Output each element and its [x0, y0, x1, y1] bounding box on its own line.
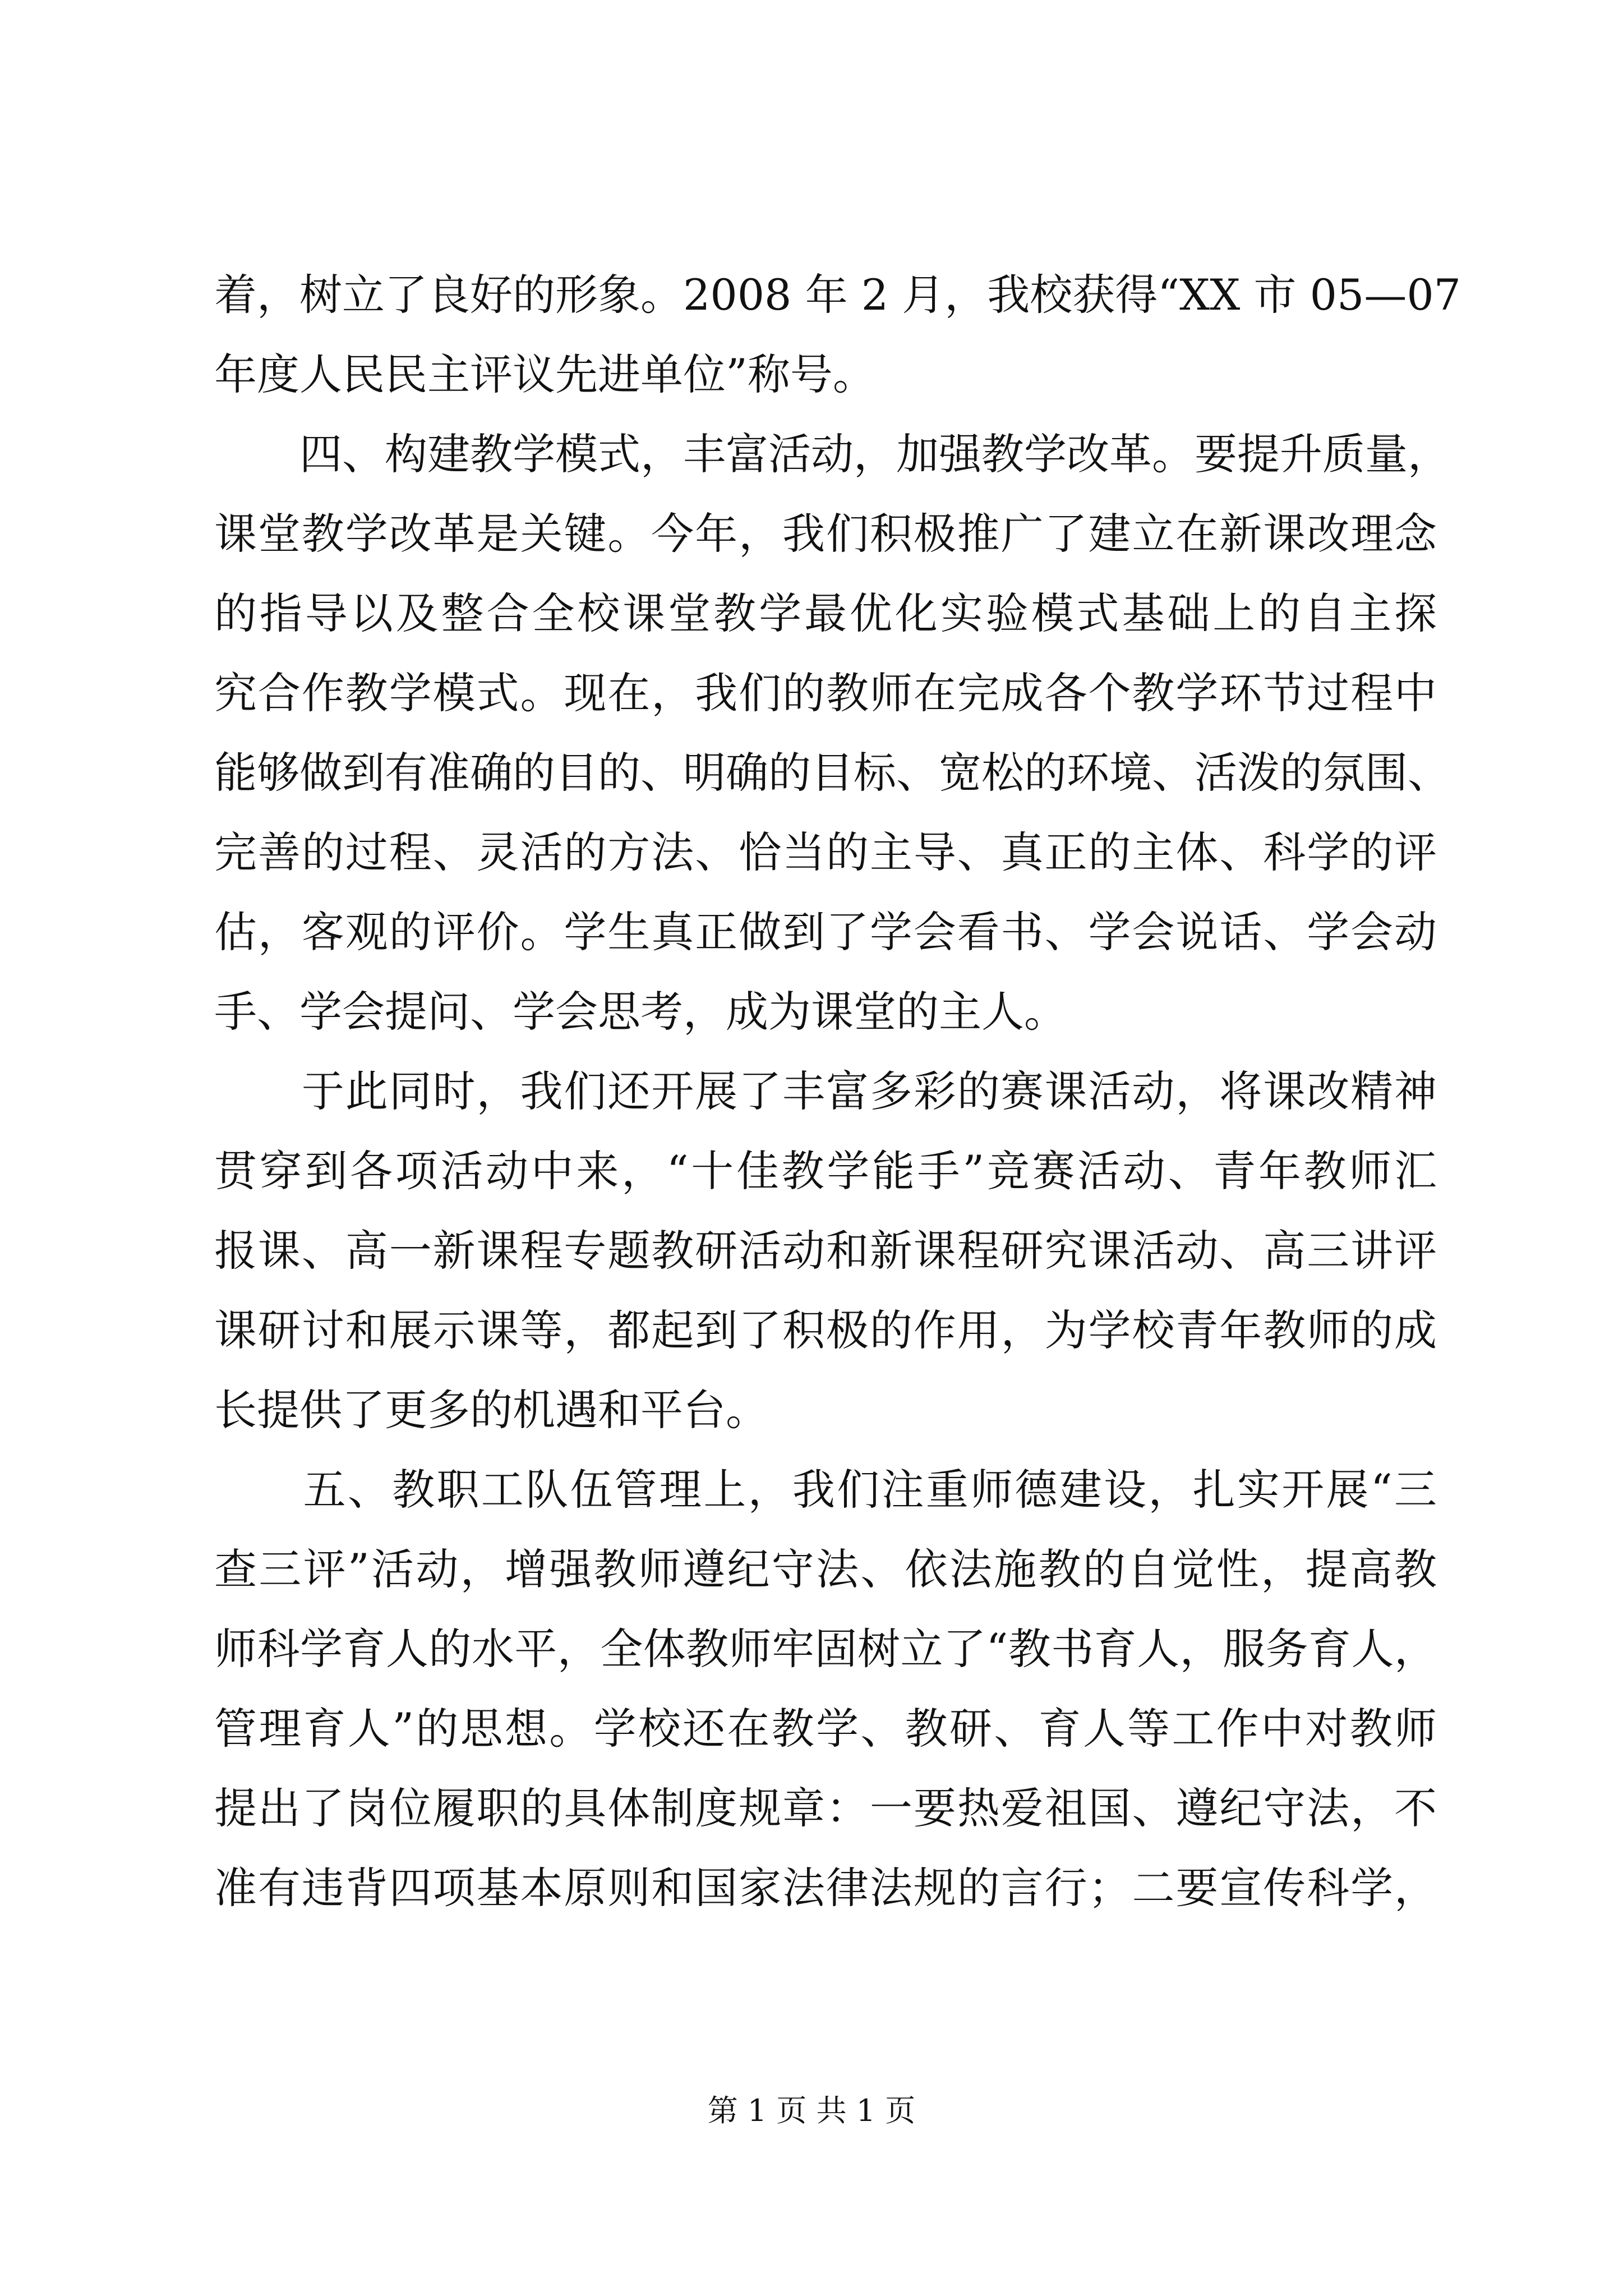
text-line: 五、教职工队伍管理上，我们注重师德建设，扎实开展“三: [214, 1465, 1437, 1515]
text-line: 究合作教学模式。现在，我们的教师在完成各个教学环节过程中: [214, 668, 1437, 718]
text-line: 于此同时，我们还开展了丰富多彩的赛课活动，将课改精神: [214, 1066, 1437, 1116]
text-line: 四、构建教学模式，丰富活动，加强教学改革。要提升质量，: [214, 429, 1450, 479]
text-line: 准有违背四项基本原则和国家法律法规的言行；二要宣传科学，: [214, 1863, 1437, 1913]
document-body: [214, 255, 1461, 1928]
text-line: 课研讨和展示课等，都起到了积极的作用，为学校青年教师的成: [214, 1305, 1437, 1355]
text-line: 手、学会提问、学会思考，成为课堂的主人。: [214, 987, 1067, 1037]
text-line: 完善的过程、灵活的方法、恰当的主导、真正的主体、科学的评: [214, 827, 1437, 877]
text-line: 查三评”活动，增强教师遵纪守法、依法施教的自觉性，提高教: [214, 1544, 1437, 1594]
text-line: 能够做到有准确的目的、明确的目标、宽松的环境、活泼的氛围、: [214, 748, 1450, 798]
text-line: 报课、高一新课程专题教研活动和新课程研究课活动、高三讲评: [214, 1226, 1437, 1276]
text-line: 贯穿到各项活动中来，“十佳教学能手”竞赛活动、青年教师汇: [214, 1146, 1437, 1196]
text-line: 管理育人”的思想。学校还在教学、教研、育人等工作中对教师: [214, 1704, 1437, 1754]
text-line: 年度人民民主评议先进单位”称号。: [214, 349, 875, 399]
text-line: 提出了岗位履职的具体制度规章：一要热爱祖国、遵纪守法，不: [214, 1783, 1437, 1833]
page-footer: 第 1 页 共 1 页: [707, 2093, 916, 2128]
text-line: 的指导以及整合全校课堂教学最优化实验模式基础上的自主探: [214, 588, 1437, 638]
text-line: 师科学育人的水平，全体教师牢固树立了“教书育人，服务育人，: [214, 1624, 1437, 1674]
text-line: 估，客观的评价。学生真正做到了学会看书、学会说话、学会动: [214, 907, 1437, 957]
text-line: 长提供了更多的机遇和平台。: [214, 1385, 768, 1435]
text-line: 课堂教学改革是关键。今年，我们积极推广了建立在新课改理念: [214, 509, 1437, 559]
text-line: 着，树立了良好的形象。2008 年 2 月，我校获得“XX 市 05—07: [214, 270, 1461, 320]
